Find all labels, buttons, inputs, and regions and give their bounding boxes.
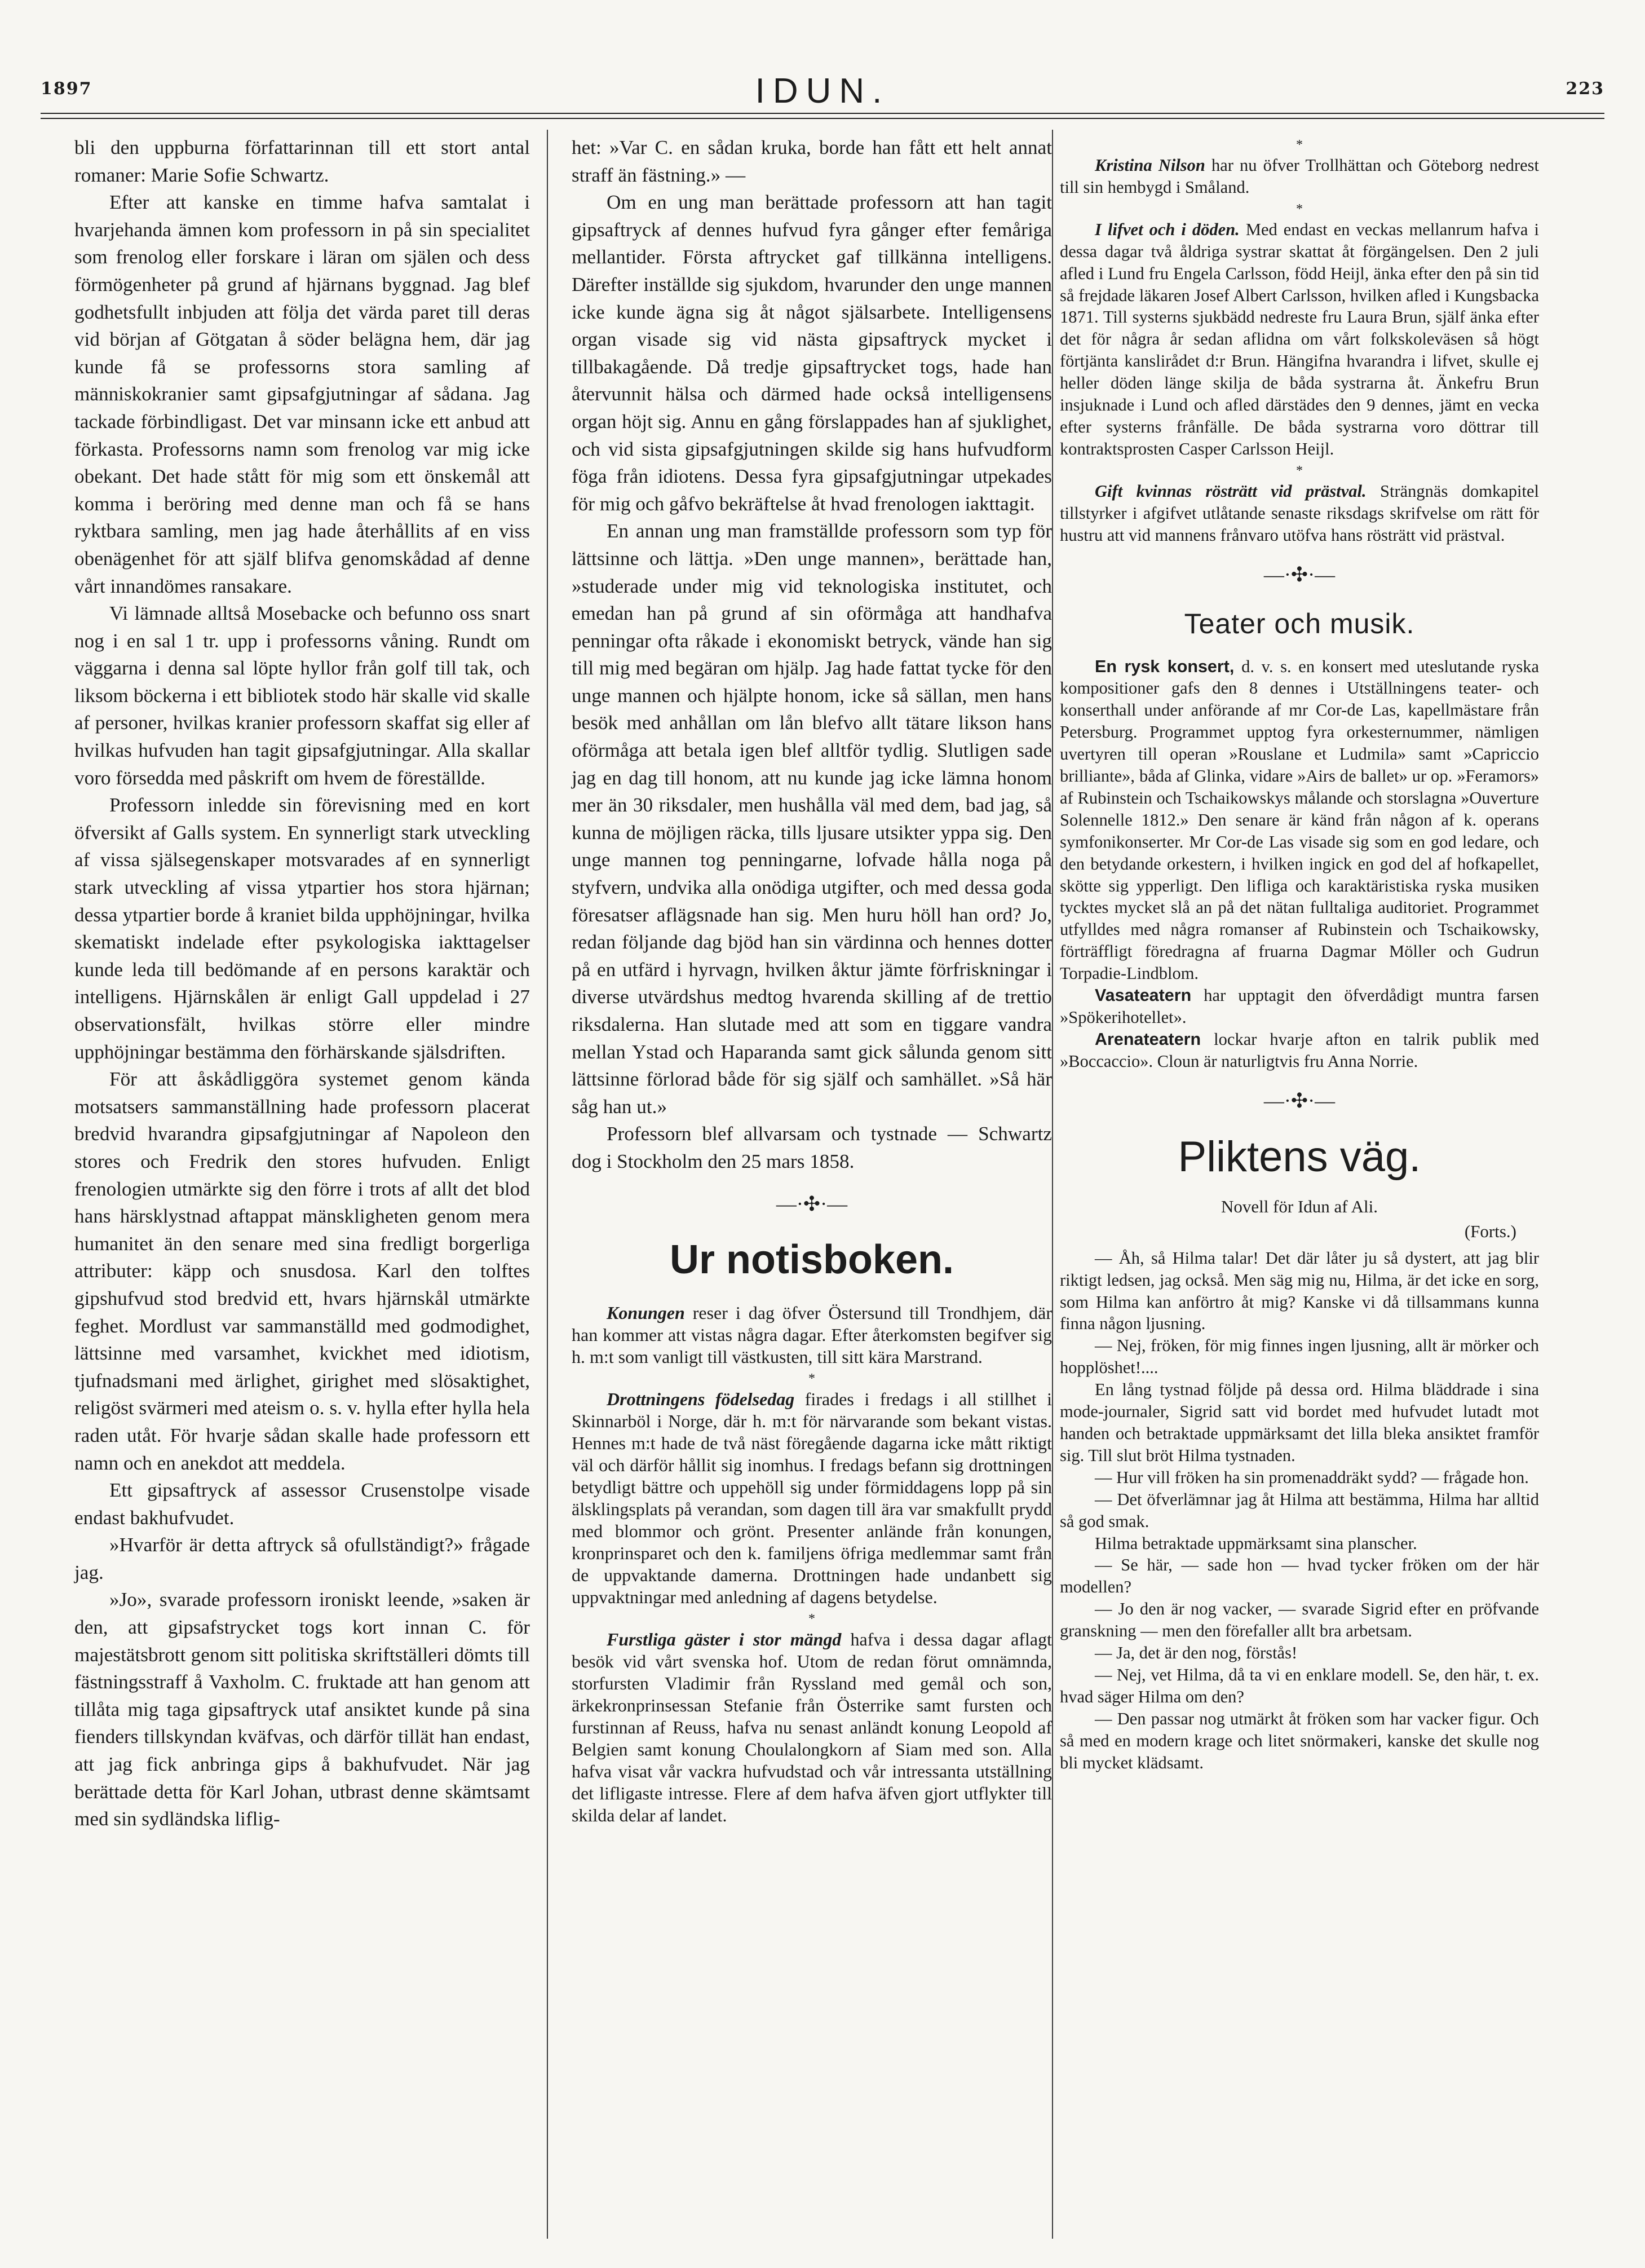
paragraph: För att åskådliggöra systemet genom kända motsatsers sammanställning hade professorn placerat bredvid hvarandra gipsafgjutningar af Napoleon den stores och Fredrik den stores hufvuden. Enligt frenologien utmärkte sig den förre i trots af allt det blod hans härsklystnad aftappat mänskligheten genom mera humanitet än den senare med sina fredligt borgerliga attributer: käpp och snusdosa. Karl den tolftes gipshufvud stod bredvid ett, hvars hjärnskål utmärkte feghet. Mordlust var sammanställd med godmodighet, lättsinne med varsamhet, kvickhet med idiotism, tjufnadsmani med ärlighet, girighet med slösaktighet, religöst svärmeri med ateism o. s. v. hylla efter hylla hela raden utåt. För hvarje sådan skalle hade professorn ett namn och en anekdot att meddela.: [74, 1068, 530, 1474]
paragraph: Hilma betraktade uppmärksamt sina planscher.: [1095, 1533, 1417, 1553]
magazine-title: IDUN.: [755, 72, 890, 111]
column-divider: [547, 130, 548, 2239]
teater-item: Arenateatern lockar hvarje afton en talrik publik med »Boccaccio». Cloun är naturligtvis fru Anna Norrie.: [1060, 1029, 1539, 1071]
paragraph: — Se här, — sade hon — hvad tycker fröken om der här modellen?: [1060, 1555, 1539, 1597]
paragraph: — Nej, fröken, för mig finnes ingen ljusning, allt är mörker och hopplöshet!....: [1060, 1336, 1539, 1378]
notis-item: Furstliga gäster i stor mängd hafva i dessa dagar aflagt besök vid vårt svenska hof. Utom de redan förut omnämnda, storfursten Vladimir från Ryssland med gemål och son, ärkekronprinsessan Stefanie från Österrike samt fursten och furstinnan af Reuss, hafva nu senast anländt konung Leopold af Belgien samt konung Choulalongkorn af Siam med son. Alla hafva visat vår vackra hufvudstad och vår intressanta utställning det lifligaste intresse. Flere af dem hafva äfven gjort utflykter till skilda delar af landet.: [572, 1629, 1053, 1825]
teater-item: En rysk konsert, d. v. s. en konsert med uteslutande ryska kompositioner gafs den 8 dennes i Utställningens teater- och konserthall under anförande af mr Cor-de Las, kapellmästare från Petersburg. Programmet upptog fyra orkesternummer, nämligen uvertyren till operan »Rouslane et Ludmila» samt »Capriccio brilliante», båda af Glinka, vidare »Airs de ballet» ur op. »Feramors» af Rubinstein och Tschaikowskys målande och storslagna »Ouverture Solennelle 1812.» Den senare är känd från någon af k. operans symfonikonserter. Mr Cor-de Las visade sig som en god ledare, och den betydande orkestern, i hvilken ingick en god del af hofkapellet, skötte sig ypperligt. Den lifliga och karaktäristiska ryska musiken tycktes mycket slå an på det nätan fulltaliga auditoriet. Programmet utfylldes med några romanser af Rubinstein och Tschaikowsky, förträffligt föredragna af fruarna Dagmar Möller och Gudrun Torpadie-Lindblom.: [1060, 656, 1539, 983]
paragraph: Vi lämnade alltså Mosebacke och befunno oss snart nog i en sal 1 tr. upp i professorns våning. Rundt om väggarna i denna sal löpte hyllor från golf till tak, och liksom böckerna i ett bibliotek stodo här skalle vid skalle af personer, hvilkas kranier professorn skaffat sig eller af hvilkas hufvuden han tagit gipsafgjutningar. Alla skallar voro försedda med påskrift om hvem de föreställde.: [74, 602, 530, 789]
paragraph: — Det öfverlämnar jag åt Hilma att bestämma, Hilma har alltid så god smak.: [1060, 1489, 1539, 1531]
notis-item: I lifvet och i döden. Med endast en veckas mellanrum hafva i dessa dagar två åldriga systrar skattat åt förgängelsen. Den 2 juli afled i Lund fru Engela Carlsson, född Heijl, änka efter den på sin tid så frejdade läkaren Josef Albert Carlsson, hvilken afled i Kungsbacka 1871. Till systerns sjukbädd nedreste fru Laura Brun, själf änka efter det för några år sedan aflidna om vårt folkskoleväsen så högt förtjänta kanslirådet d:r Brun. Hängifna hvarandra i lifvet, skulle ej heller döden länge skilja de båda systrarna åt. Änkefru Brun insjuknade i Lund och afled därstädes den 9 dennes, jämt en vecka efter systerns frånfälle. De båda systrarna voro döttrar till kontraktsprosten Casper Carlsson Heijl.: [1060, 219, 1539, 458]
paragraph: — Den passar nog utmärkt åt fröken som har vacker figur. Och så med en modern krage och litet snörmakeri, kanske det skulle nog bli mycket klädsamt.: [1060, 1709, 1539, 1772]
paragraph: — Åh, så Hilma talar! Det där låter ju så dystert, att jag blir riktigt ledsen, jag också. Men säg mig nu, Hilma, är det icke en sorg, som Hilma kan anförtro åt mig? Kanske vi då tillsammans kunna finna någon ljusning.: [1060, 1248, 1539, 1334]
page-number: 223: [1566, 79, 1604, 99]
paragraph: »Hvarför är detta aftryck så ofullständigt?» frågade jag.: [74, 1534, 530, 1583]
paragraph: — Hur vill fröken ha sin promenaddräkt sydd? — frågade hon.: [1095, 1467, 1529, 1487]
section-title-teater: Teater och musik.: [1184, 607, 1415, 639]
paragraph: En annan ung man framställde professorn som typ för lättsinne och lättja. »Den unge mannen», berättade han, »studerade under mig vid teknologiska institutet, och emedan han på grund af sin oförmåga att handhafva penningar ofta råkade i ekonomiskt betryck, vände han sig till mig med begäran om hjälp. Jag hade fattat tycke för den unge mannen och hjälpte honom, icke så sällan, men hans besök med anhållan om lån blefvo allt tätare likson hans oförmåga att betala igen blef alltför tydlig. Slutligen sade jag en dag till honom, att nu kunde jag icke lämna honom mer än 30 riksdaler, men hushålla väl med dem, bad jag, så kunna de möjligen räcka, tills ljusare utsikter yppa sig. Den unge mannen tog penningarne, lofvade hålla noga på styfvern, undvika alla onödiga utgifter, och med dessa goda föresatser aflägsnade han sig. Men huru höll han ord? Jo, redan följande dag bjöd han sin värdinna och hennes dotter på en utfärd i hyrvagn, hvilken åktur jämte förfriskningar i diverse utvärdshus medtog hvarenda skilling af de trettio riksdalerna. Han slutade med att som en tiggare vandra mellan Ystad och Haparanda samt gick sålunda genom sitt lättsinne förlorad både för sig själf och samhället. »Så här såg han ut.»: [572, 520, 1052, 1118]
ornament-divider: —·✣·—: [776, 1192, 848, 1215]
year: 1897: [41, 79, 92, 99]
column-3: [1060, 134, 1539, 1773]
notis-item: Gift kvinnas rösträtt vid prästval. Strängnäs domkapitel tillstyrker i afgifvet utlåtande senaste riksdags skrifvelse om rätt för hustru att vid mannens frånvaro utöfva hans rösträtt vid prästval.: [1060, 481, 1540, 545]
paragraph: — Ja, det är den nog, förstås!: [1095, 1643, 1298, 1663]
notis-item: Drottningens födelsedag firades i fredags i all stillhet i Skinnarböl i Norge, där h. m:t för närvarande som bekant vistas. Hennes m:t hade de två näst föregående dagarna icke mått riktigt väl och därför hållit sig inomhus. I fredags befann sig drottningen betydligt bättre och uppehöll sig under förmiddagens lopp på sin älsklingsplats på verandan, som dagen till ära var smakfullt prydd med blommor och grönt. Presenter anlände från konungen, kronprinsparet och den k. familjens öfriga medlemmar samt från de uppvaktande damerna. Drottningen hade undanbett sig uppvaktningar med anledning af dagens betydelse.: [572, 1388, 1053, 1607]
novell-subtitle: Novell för Idun af Ali.: [1221, 1196, 1378, 1216]
paragraph: het: »Var C. en sådan kruka, borde han fått ett helt annat straff än fästning.» —: [572, 136, 1052, 186]
column-divider: [1052, 130, 1053, 2239]
star-separator: *: [1296, 463, 1303, 478]
section-title-pliktens-vag: Pliktens väg.: [1178, 1132, 1421, 1181]
paragraph: »Jo», svarade professorn ironiskt leende, »saken är den, att gipsafstrycket togs kort innan C. för majestätsbrott genom sitt politiska skriftställeri dömts till fästningsstraff å Vaxholm. C. fruktade att han genom att tillåta mig taga gipsaftryck utaf ansiktet kunde på sina fienders tillskyndan kväfvas, och därför tillät han endast, att jag fick anbringa gips å bakhufvudet. När jag berättade detta för Karl Johan, utbrast denne skämtsamt med sin sydländska liflig-: [74, 1589, 530, 1830]
paragraph: Professorn blef allvarsam och tystnade — Schwartz dog i Stockholm den 25 mars 1858.: [572, 1123, 1052, 1172]
ornament-divider: —·✣·—: [1263, 1089, 1336, 1112]
teater-item: Vasateatern har upptagit den öfverdådigt muntra farsen »Spökerihotellet».: [1060, 986, 1539, 1027]
paragraph: Ett gipsaftryck af assessor Crusenstolpe visade endast bakhufvudet.: [74, 1479, 530, 1529]
continued-note: (Forts.): [1464, 1221, 1516, 1241]
star-separator: *: [808, 1611, 815, 1626]
star-separator: *: [1296, 201, 1303, 217]
notis-item: Kristina Nilson har nu öfver Trollhättan och Göteborg nedrest till sin hembygd i Småland.: [1060, 156, 1539, 197]
star-separator: *: [808, 1371, 815, 1386]
column-1: [74, 134, 530, 1833]
paragraph: Professorn inledde sin förevisning med en kort öfversikt af Galls system. En synnerligt stark utveckling af vissa själsegenskaper motsvarades af en synnerligt stark utveckling af vissa ytpartier hos stora hjärnan; dessa ytpartier borde å kraniet bilda upphöjningar, hvilka skematiskt indelade efter psykologiska iakttagelser kunde leda till bedömande af en persons karaktär och intelligens. Hjärnskålen är enligt Gall uppdelad i 27 observationsfält, hvilkas större eller mindre upphöjningar bestämma den förhärskande själsdriften.: [74, 794, 530, 1063]
paragraph: — Nej, vet Hilma, då ta vi en enklare modell. Se, den här, t. ex. hvad säger Hilma om den?: [1060, 1665, 1539, 1706]
paragraph: En lång tystnad följde på dessa ord. Hilma bläddrade i sina mode-journaler, Sigrid satt vid bordet med hufvudet lutadt mot handen och betraktade uppmärksamt det lilla bleka ansiktet framför sig. Till slut bröt Hilma tystnaden.: [1060, 1380, 1539, 1465]
paragraph: — Jo den är nog vacker, — svarade Sigrid efter en pröfvande granskning — men den förefaller allt bra arbetsam.: [1060, 1599, 1539, 1641]
section-title-notisboken: Ur notisboken.: [669, 1237, 954, 1282]
page-header: [41, 72, 1604, 113]
paragraph: bli den uppburna författarinnan till ett stort antal romaner: Marie Sofie Schwartz.: [74, 136, 530, 186]
ornament-divider: —·✣·—: [1263, 563, 1336, 586]
paragraph: Om en ung man berättade professorn att han tagit gipsaftryck af dennes hufvud fyra gånger efter femåriga mellantider. Första aftrycket gaf tillkänna intelligens. Därefter inställde sig sjukdom, hvarunder den unge mannen icke kunde ägna sig åt något själsarbete. Intelligensens organ visade sig vid nästa gipsaftryck mycket i tillbakagående. Då tredje gipsaftrycket togs, hade han återvunnit hälsa och därmed hade också intelligensens organ höjt sig. Annu en gång förslappades han af sjuklighet, och vid sista gipsafgjutningen skilde sig hans hufvudform föga från idiotens. Dessa fyra gipsafgjutningar utpekades för mig och gåfvo bekräftelse åt hvad frenologen iakttagit.: [572, 191, 1052, 515]
notis-item: Konungen reser i dag öfver Östersund till Trondhjem, där han kommer att vistas några dagar. Efter återkomsten begifver sig h. m:t som vanligt till västkusten, till sitt kära Marstrand.: [572, 1302, 1052, 1367]
star-separator: *: [1296, 138, 1303, 152]
column-2: [572, 134, 1052, 1826]
paragraph: Efter att kanske en timme hafva samtalat i hvarjehanda ämnen kom professorn in på sin specialitet som frenolog eller forskare i läran om själen och dess förmögenheter på grund af hjärnans byggnad. Jag blef godhetsfullt inbjuden att följa det värda paret till deras vid början af Götgatan å söder belägna hem, där jag kunde få se professorns stora samling af människokranier samt gipsafgjutningar af sådana. Jag tackade förbindligast. Det var minsann icke ett anbud att förkasta. Professorns namn som frenolog var mig icke obekant. Det hade stått för mig som ett önskemål att komma i beröring med denne man och få se hans ryktbara samling, men jag hade återhållits af en viss obenägenhet för att själf blifva genomskådad af denne vårt innandömes ransakare.: [74, 191, 530, 597]
header-rule: [41, 113, 1604, 119]
